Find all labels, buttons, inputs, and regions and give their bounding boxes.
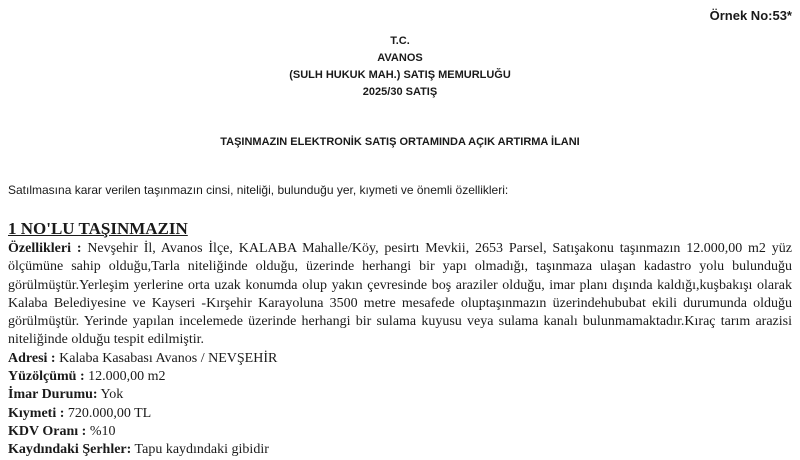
registry-row (8, 441, 792, 459)
office-header (0, 33, 800, 101)
value-value: 720.000,00 TL (64, 405, 152, 421)
registry-label: Kaydındaki Şerhler: (8, 442, 132, 458)
features-label: Özellikleri : (8, 241, 82, 256)
vat-value: %10 (86, 423, 116, 439)
address-row (8, 350, 792, 368)
zoning-row (8, 386, 792, 404)
intro-text: Satılmasına karar verilen taşınmazın cinsi, niteliği, bulunduğu yer, kıymeti ve önemli özellikleri: (8, 183, 509, 197)
zoning-label: İmar Durumu: (8, 387, 98, 403)
property-features (8, 240, 792, 350)
area-label: Yüzölçümü : (8, 369, 85, 385)
address-label: Adresi : (8, 350, 56, 366)
form-number: Örnek No:53* (709, 8, 792, 23)
features-text: Nevşehir İl, Avanos İlçe, KALABA Mahalle/Köy, pesirtı Mevkii, 2653 Parsel, Satışakonu taşınmazın 12.000,00 m2 yüz ölçümüne sahip olduğu,Tarla niteliğinde olduğu, üzerinde herhangi bir yapı olmadığı, taşınmaza ulaşan kadastro yolu bulunduğu görülmüştür.Yerleşim yerlerine orta uzak konumda olup yakın çevresinde boş araziler olduğu, imar planı dışında kaldığı,kuşbakışı olarak Kalaba Belediyesine ve Kayseri -Kırşehir Karayoluna 3500 metre mesafede oluptaşınmazın üzerindehububat ekili durumunda olduğu görülmüştür. Yerinde yapılan incelemede üzerinde herhangi bir sulama kuyusu veya sulama kanalı bulunmamaktadır.Kıraç tarım arazisi niteliğinde olduğu tespit edilmiştir. (8, 241, 792, 348)
property-heading: 1 NO'LU TAŞINMAZIN (8, 219, 188, 238)
header-line-case-no: 2025/30 SATIŞ (362, 86, 438, 98)
notice-title: TAŞINMAZIN ELEKTRONİK SATIŞ ORTAMINDA AÇIK ARTIRMA İLANI (220, 136, 580, 148)
header-line-office: (SULH HUKUK MAH.) SATIŞ MEMURLUĞU (289, 69, 511, 81)
value-label: Kıymeti : (8, 405, 65, 421)
header-line-city: AVANOS (377, 52, 423, 64)
vat-label: KDV Oranı : (8, 423, 87, 439)
area-row (8, 368, 792, 386)
registry-value: Tapu kaydındaki gibidir (131, 442, 269, 458)
zoning-value: Yok (97, 387, 124, 403)
header-line-tc: T.C. (390, 35, 410, 47)
value-row (8, 405, 792, 423)
address-value: Kalaba Kasabası Avanos / NEVŞEHİR (55, 350, 278, 366)
area-value: 12.000,00 m2 (84, 369, 166, 385)
vat-row (8, 423, 792, 441)
property-section (8, 219, 792, 460)
